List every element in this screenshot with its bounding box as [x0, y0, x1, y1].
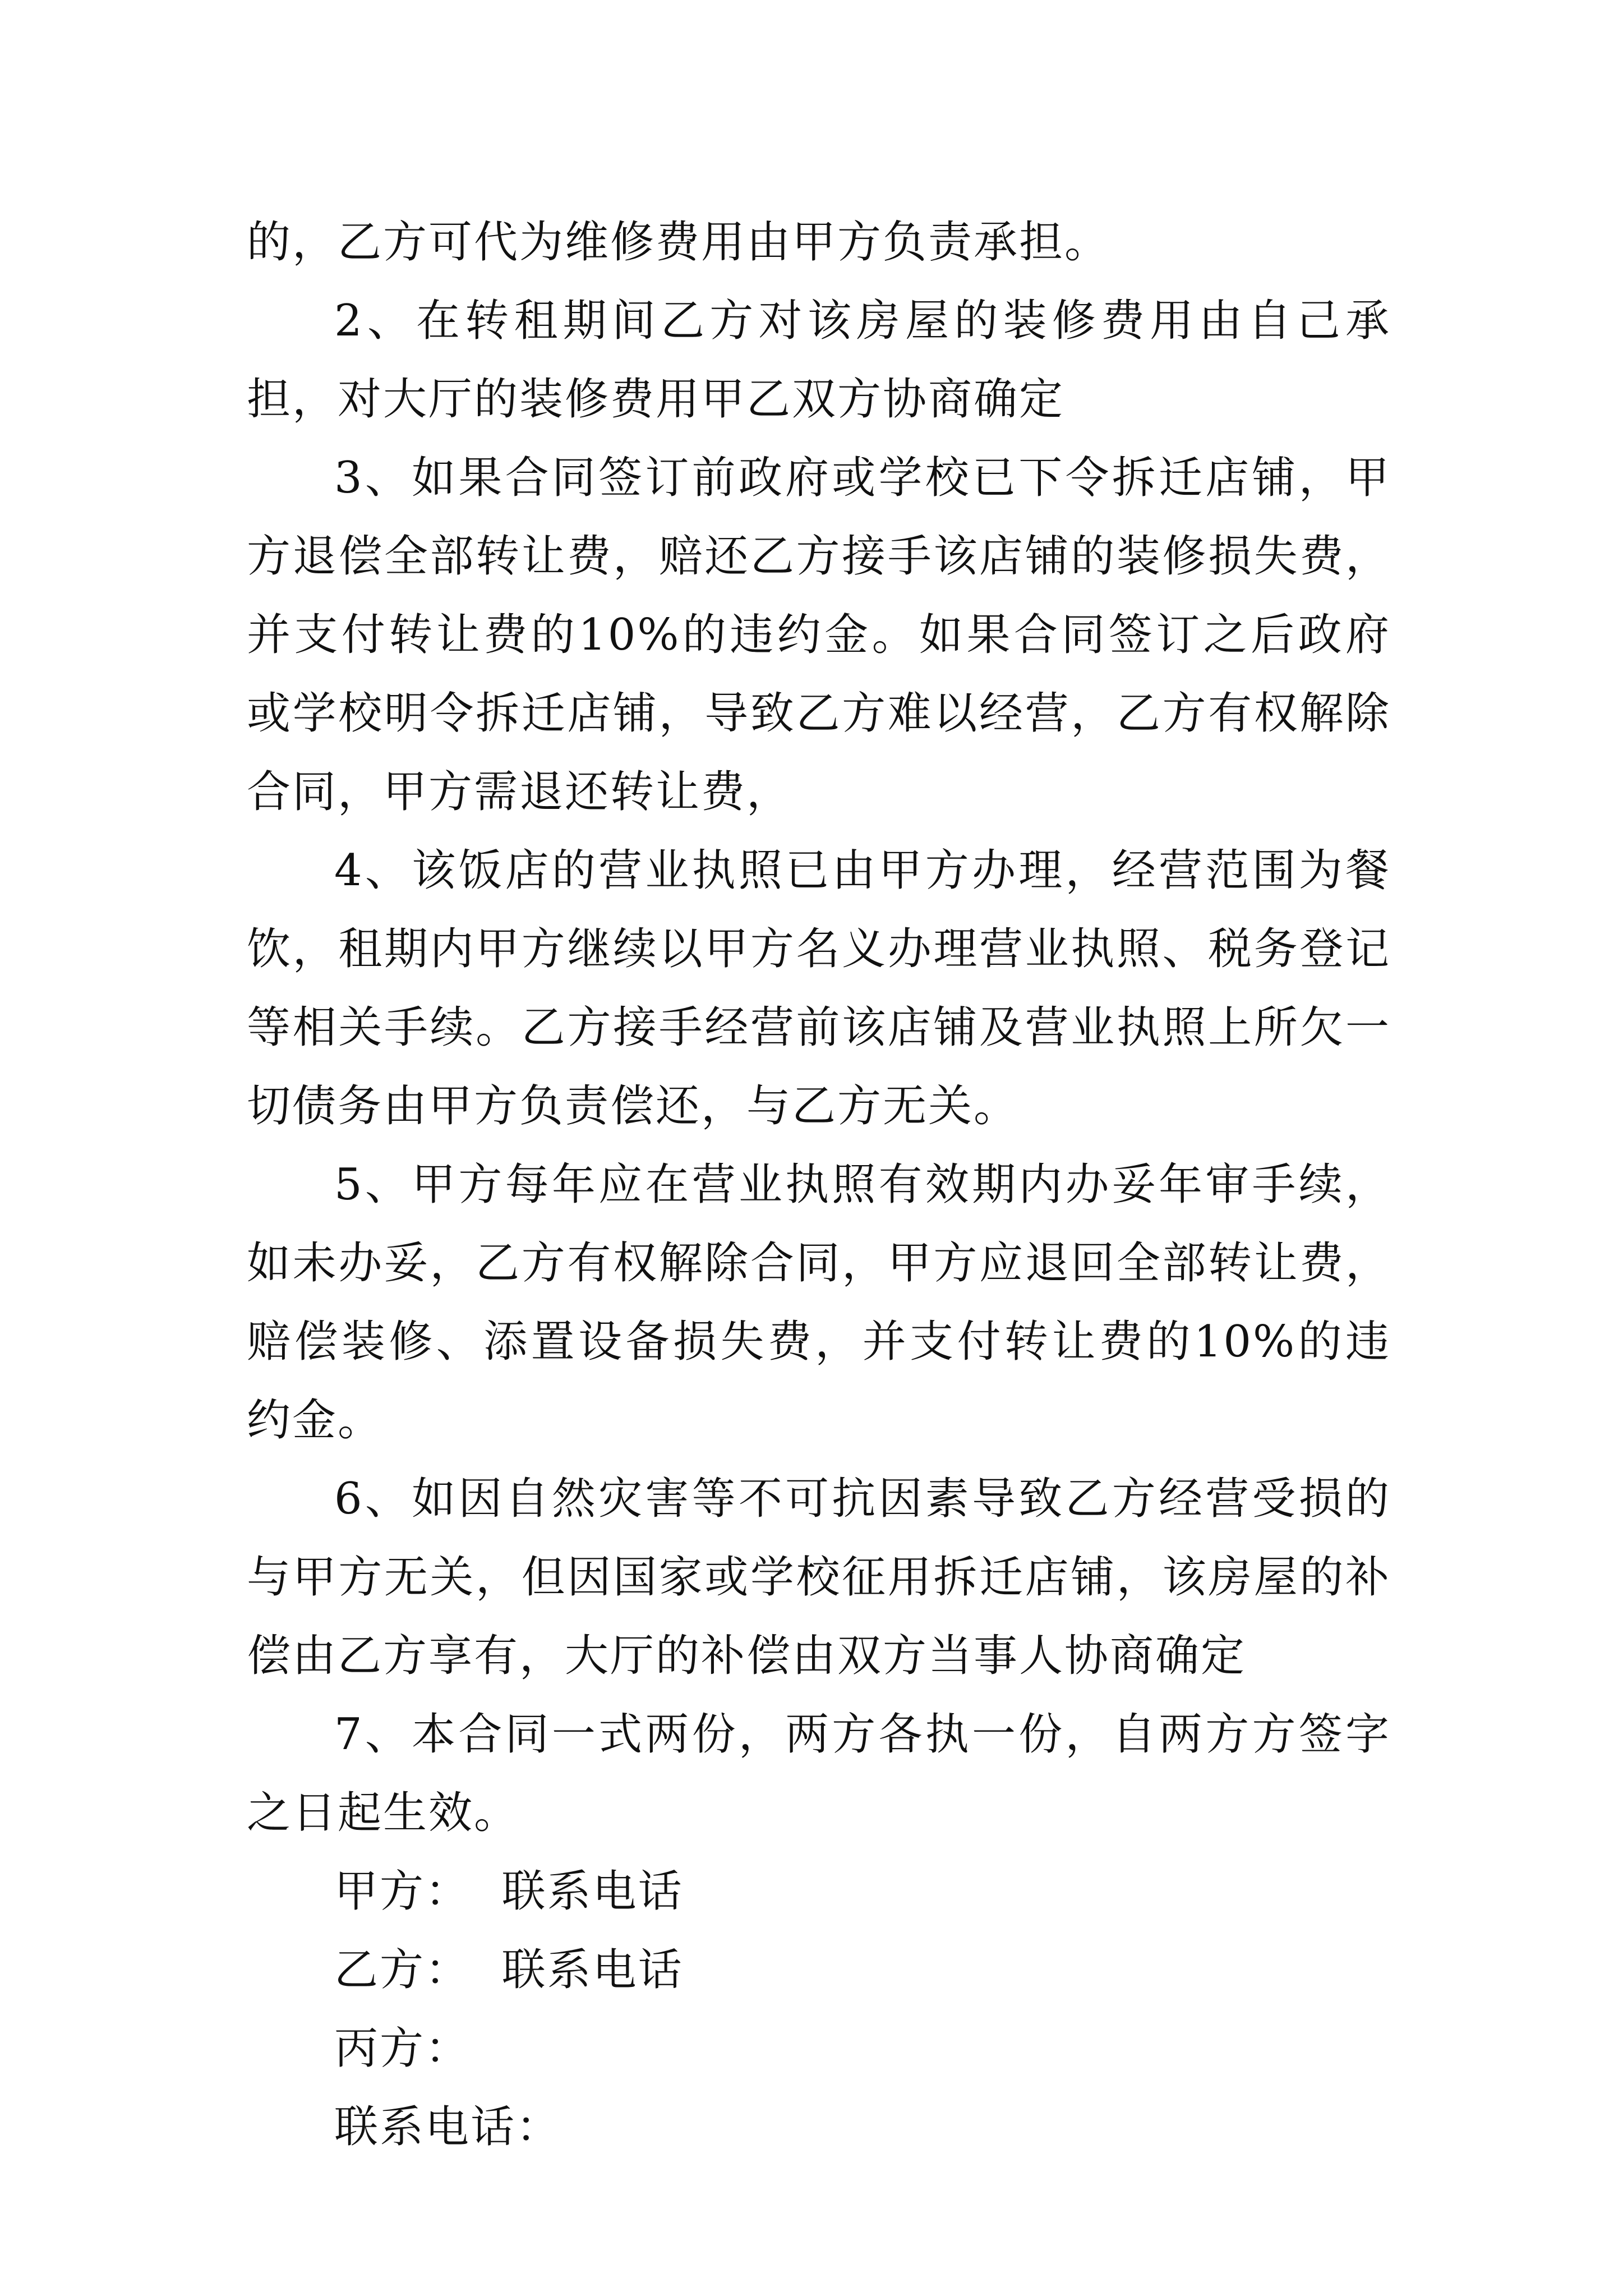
- signature-party-b: 乙方： 联系电话: [334, 1945, 684, 1995]
- signature-contact-phone: 联系电话：: [334, 2102, 562, 2152]
- contract-body: [247, 203, 1391, 2166]
- clause-2: 2、在转租期间乙方对该房屋的装修费用由自己承担，对大厅的装修费用甲乙双方协商确定: [247, 296, 1391, 425]
- paragraph-continuation: 的，乙方可代为维修费用由甲方负责承担。: [247, 217, 1110, 268]
- clause-4: 4、该饭店的营业执照已由甲方办理，经营范围为餐饮，租期内甲方继续以甲方名义办理营业执照、税务登记等相关手续。乙方接手经营前该店铺及营业执照上所欠一切债务由甲方负责偿还，与乙方无关。: [247, 845, 1391, 1131]
- signature-party-a: 甲方： 联系电话: [334, 1866, 684, 1917]
- clause-3: 3、如果合同签订前政府或学校已下令拆迁店铺，甲方退偿全部转让费，赔还乙方接手该店铺的装修损失费，并支付转让费的10%的违约金。如果合同签订之后政府或学校明令拆迁店铺，导致乙方难以经营，乙方有权解除合同，甲方需退还转让费，: [247, 453, 1391, 817]
- clause-7: 7、本合同一式两份，两方各执一份，自两方方签字之日起生效。: [247, 1709, 1391, 1838]
- clause-5: 5、甲方每年应在营业执照有效期内办妥年审手续，如未办妥，乙方有权解除合同，甲方应退回全部转让费，赔偿装修、添置设备损失费，并支付转让费的10%的违约金。: [247, 1159, 1391, 1446]
- signature-party-c: 丙方：: [334, 2023, 471, 2074]
- clause-6: 6、如因自然灾害等不可抗因素导致乙方经营受损的与甲方无关，但因国家或学校征用拆迁店铺，该房屋的补偿由乙方享有，大厅的补偿由双方当事人协商确定: [247, 1474, 1391, 1681]
